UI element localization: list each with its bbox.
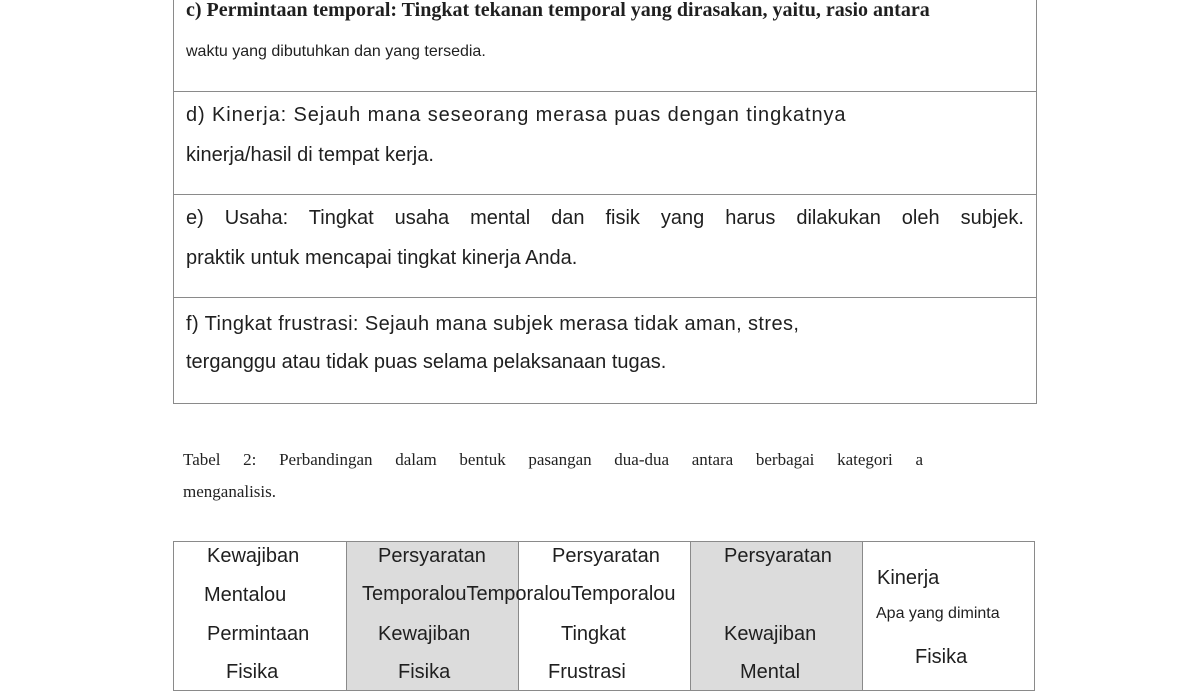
row-c-line2: waktu yang dibutuhkan dan yang tersedia. bbox=[186, 43, 486, 60]
table-cell bbox=[174, 542, 347, 690]
cell-text: Kewajiban bbox=[207, 545, 300, 567]
table-cell bbox=[863, 542, 1034, 690]
cell-text: Kewajiban bbox=[724, 623, 817, 645]
cell-text: Mentalou bbox=[204, 584, 287, 606]
table-cell bbox=[691, 542, 863, 690]
table-row bbox=[174, 0, 1036, 92]
table-row bbox=[174, 195, 1036, 298]
comparison-table bbox=[173, 541, 1035, 691]
table-row bbox=[174, 298, 1036, 403]
row-e-line2: praktik untuk mencapai tingkat kinerja Anda. bbox=[186, 247, 578, 269]
cell-text: Fisika bbox=[226, 661, 279, 683]
cell-text: Kewajiban bbox=[378, 623, 471, 645]
table-cell bbox=[519, 542, 691, 690]
cell-text: Persyaratan bbox=[552, 545, 660, 567]
cell-text: Permintaan bbox=[207, 623, 310, 645]
row-f-line1: f) Tingkat frustrasi: Sejauh mana subjek merasa tidak aman, stres, bbox=[186, 313, 800, 335]
cell-text: Tingkat bbox=[561, 623, 626, 645]
overflow-cell-text: TemporalouTemporalouTemporalou bbox=[362, 583, 676, 605]
cell-text: Fisika bbox=[915, 646, 968, 668]
row-f-line2: terganggu atau tidak puas selama pelaksanaan tugas. bbox=[186, 351, 667, 373]
table-cell bbox=[347, 542, 519, 690]
cell-text: Frustrasi bbox=[548, 661, 626, 683]
row-c-line1: c) Permintaan temporal: Tingkat tekanan temporal yang dirasakan, yaitu, rasio antara bbox=[186, 0, 930, 21]
table-caption-line2: menganalisis. bbox=[183, 482, 277, 501]
cell-text: Kinerja bbox=[877, 567, 940, 589]
criteria-table bbox=[173, 0, 1037, 404]
row-d-line1: d) Kinerja: Sejauh mana seseorang merasa puas dengan tingkatnya bbox=[186, 104, 847, 126]
cell-text: Fisika bbox=[398, 661, 451, 683]
table-caption: Tabel 2: Perbandingan dalam bentuk pasangan dua-dua antara berbagai kategori a bbox=[183, 450, 923, 469]
row-e-line1: e) Usaha: Tingkat usaha mental dan fisik yang harus dilakukan oleh subjek. bbox=[186, 207, 1024, 229]
cell-text: Persyaratan bbox=[724, 545, 832, 567]
table-row bbox=[174, 92, 1036, 195]
cell-text: Apa yang diminta bbox=[876, 605, 1000, 622]
cell-text: Mental bbox=[740, 661, 801, 683]
row-d-line2: kinerja/hasil di tempat kerja. bbox=[186, 144, 434, 166]
cell-text: Persyaratan bbox=[378, 545, 486, 567]
